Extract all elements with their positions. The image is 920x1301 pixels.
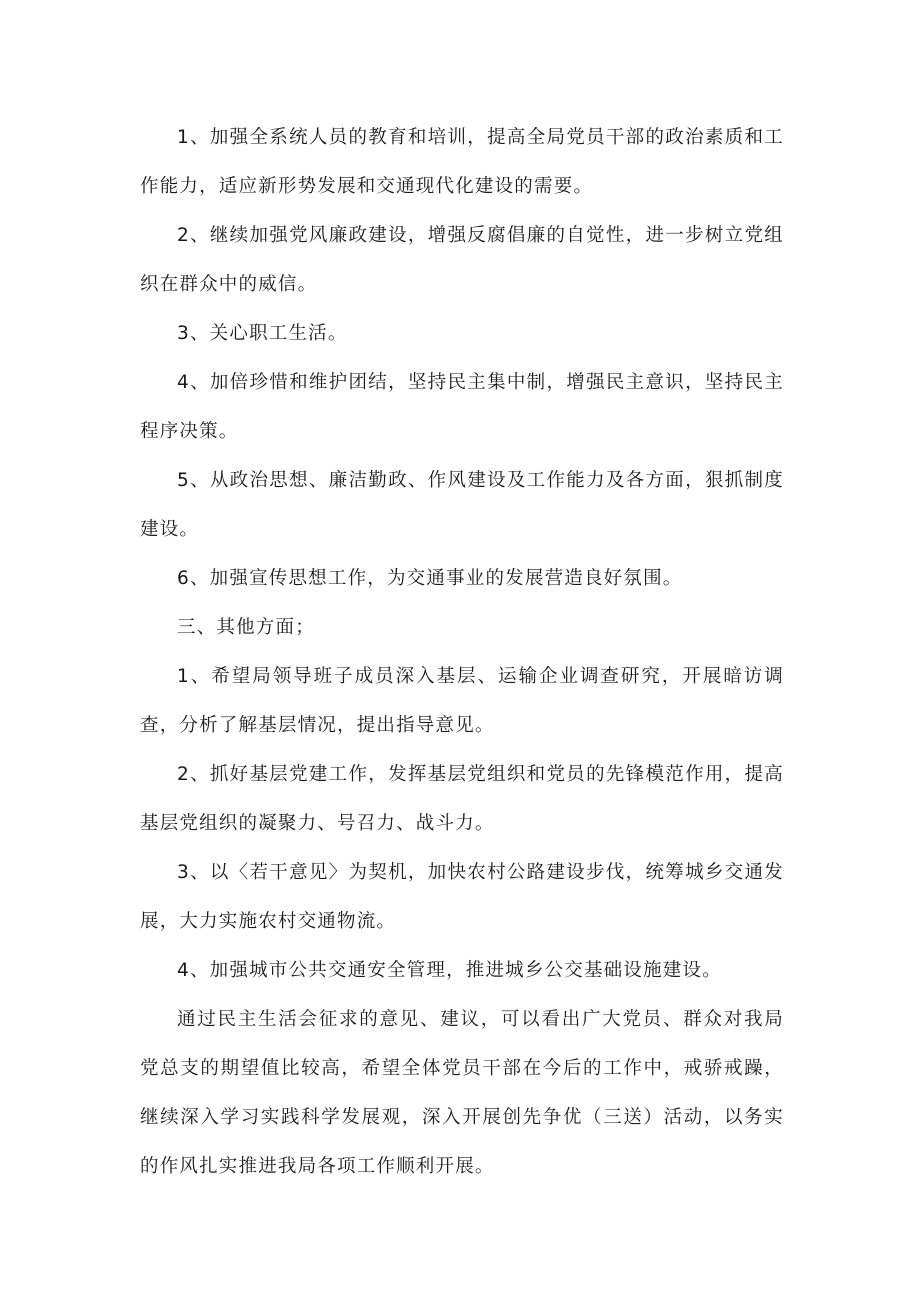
paragraph-item-2: 2、继续加强党风廉政建设，增强反腐倡廉的自觉性，进一步树立党组织在群众中的威信。 bbox=[140, 225, 784, 295]
paragraph-other-3: 3、以〈若干意见〉为契机，加快农村公路建设步伐，统筹城乡交通发展，大力实施农村交通物流。 bbox=[140, 862, 784, 932]
document-body bbox=[140, 113, 784, 1191]
paragraph-item-4: 4、加倍珍惜和维护团结，坚持民主集中制，增强民主意识，坚持民主程序决策。 bbox=[140, 372, 784, 442]
section-heading-other: 三、其他方面； bbox=[177, 617, 315, 638]
paragraph-other-4: 4、加强城市公共交通安全管理，推进城乡公交基础设施建设。 bbox=[177, 960, 722, 981]
paragraph-item-3: 3、关心职工生活。 bbox=[177, 323, 348, 344]
paragraph-other-1: 1、希望局领导班子成员深入基层、运输企业调查研究，开展暗访调查，分析了解基层情况，提出指导意见。 bbox=[140, 666, 784, 736]
paragraph-item-6: 6、加强宣传思想工作，为交通事业的发展营造良好氛围。 bbox=[177, 568, 683, 589]
paragraph-conclusion: 通过民主生活会征求的意见、建议，可以看出广大党员、群众对我局党总支的期望值比较高，希望全体党员干部在今后的工作中，戒骄戒躁，继续深入学习实践科学发展观，深入开展创先争优（三送）活动，以务实的作风扎实推进我局各项工作顺利开展。 bbox=[140, 1009, 784, 1177]
paragraph-other-2: 2、抓好基层党建工作，发挥基层党组织和党员的先锋模范作用，提高基层党组织的凝聚力、号召力、战斗力。 bbox=[140, 764, 784, 834]
paragraph-item-1: 1、加强全系统人员的教育和培训，提高全局党员干部的政治素质和工作能力，适应新形势发展和交通现代化建设的需要。 bbox=[140, 127, 784, 197]
paragraph-item-5: 5、从政治思想、廉洁勤政、作风建设及工作能力及各方面，狠抓制度建设。 bbox=[140, 470, 784, 540]
